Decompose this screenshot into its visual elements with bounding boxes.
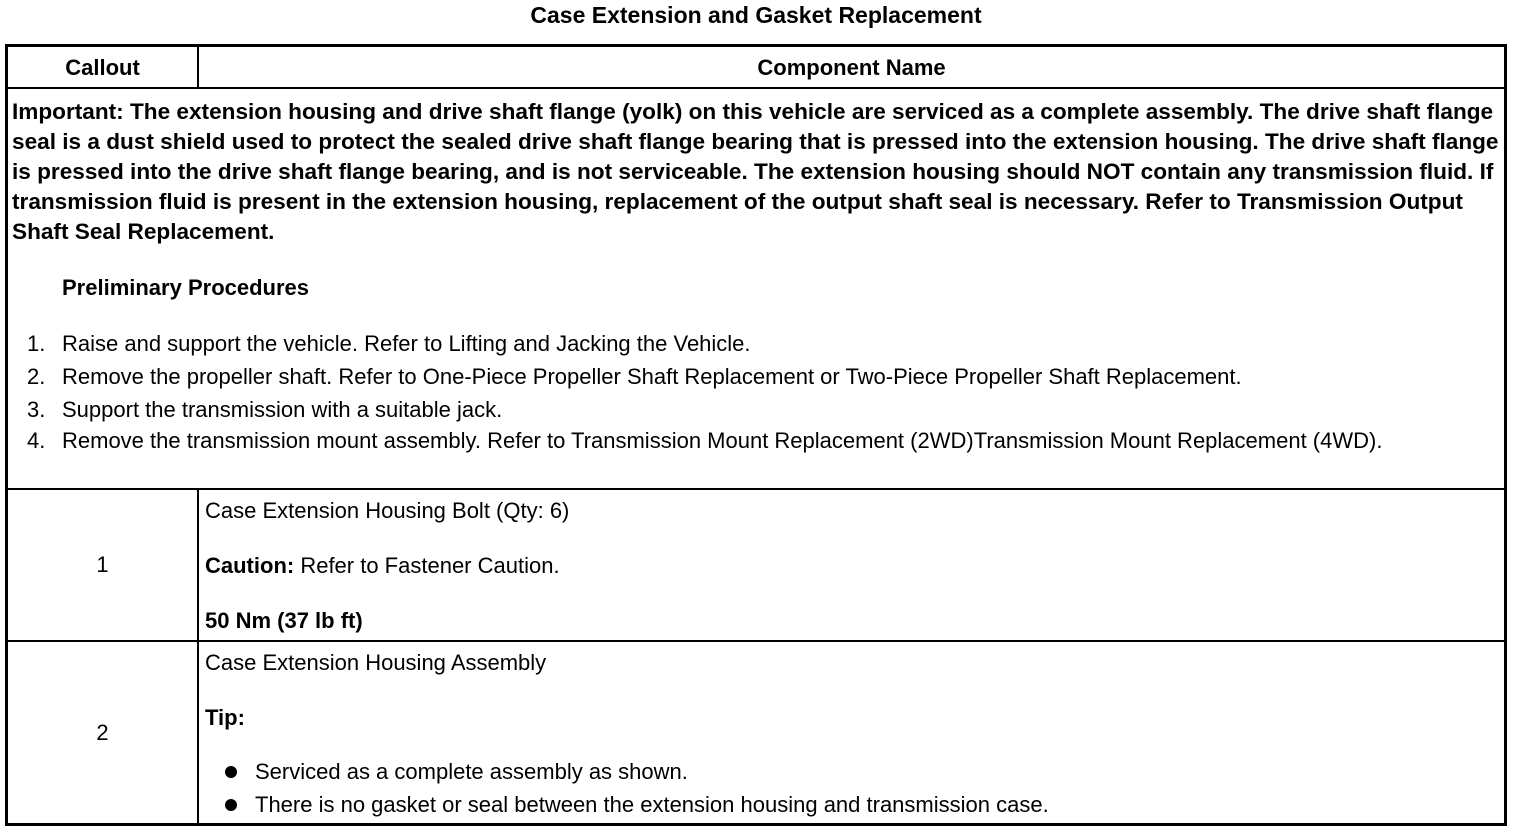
step-text: Raise and support the vehicle. Refer to Lifting and Jacking the Vehicle. [62,331,751,356]
tip-label: Tip: [205,705,245,730]
callout-number: 1 [96,552,109,577]
torque-spec: 50 Nm (37 lb ft) [205,608,363,633]
list-item [205,788,1498,821]
caution-note [205,551,1498,581]
caution-label: Caution: [205,553,295,578]
list-item [12,393,1501,426]
callout-number: 2 [96,719,109,745]
component-name-column-header: Component Name [757,55,946,80]
preliminary-steps-list [12,327,1501,456]
tip-text: Serviced as a complete assembly as shown. [255,759,688,784]
tips-list [205,755,1498,821]
bullet-icon [225,766,237,778]
list-item [205,755,1498,788]
list-item [12,426,1501,456]
table-header-row [8,47,1504,89]
callout-cell [8,490,199,640]
caution-text: Refer to Fastener Caution. [294,553,560,578]
step-number: 3. [27,397,46,422]
table-row [8,490,1504,642]
step-number: 2. [27,364,46,389]
table-row [8,642,1504,823]
component-name: Case Extension Housing Assembly [205,650,547,675]
component-cell [199,490,1504,640]
step-number: 1. [27,331,46,356]
callout-cell [8,642,199,823]
list-item [12,327,1501,360]
component-table [5,44,1507,826]
list-item [12,360,1501,393]
page-title: Case Extension and Gasket Replacement [530,2,982,28]
bullet-icon [225,799,237,811]
procedure-notes-cell [8,89,1504,490]
step-text: Remove the transmission mount assembly. Refer to Transmission Mount Replacement (2WD)Transmission Mount Replacement (4WD). [62,428,1383,453]
step-number: 4. [27,428,46,453]
component-name: Case Extension Housing Bolt (Qty: 6) [205,498,570,523]
step-text: Remove the propeller shaft. Refer to One-Piece Propeller Shaft Replacement or Two-Piece Propeller Shaft Replacement. [62,364,1242,389]
tip-text: There is no gasket or seal between the extension housing and transmission case. [255,792,1049,817]
callout-column-header: Callout [8,47,199,87]
component-cell [199,642,1504,823]
step-text: Support the transmission with a suitable jack. [62,397,503,422]
preliminary-procedures-heading: Preliminary Procedures [62,275,310,300]
important-note: Important: The extension housing and drive shaft flange (yolk) on this vehicle are serviced as a complete assembly. The drive shaft flange seal is a dust shield used to protect the sealed drive shaft flange bearing that is pressed into the extension housing. The drive shaft flange is pressed into the drive shaft flange bearing, and is not serviceable. The extension housing should NOT contain any transmission fluid. If transmission fluid is present in the extension housing, replacement of the output shaft seal is necessary. Refer to Transmission Output Shaft Seal Replacement. [12,99,1499,244]
